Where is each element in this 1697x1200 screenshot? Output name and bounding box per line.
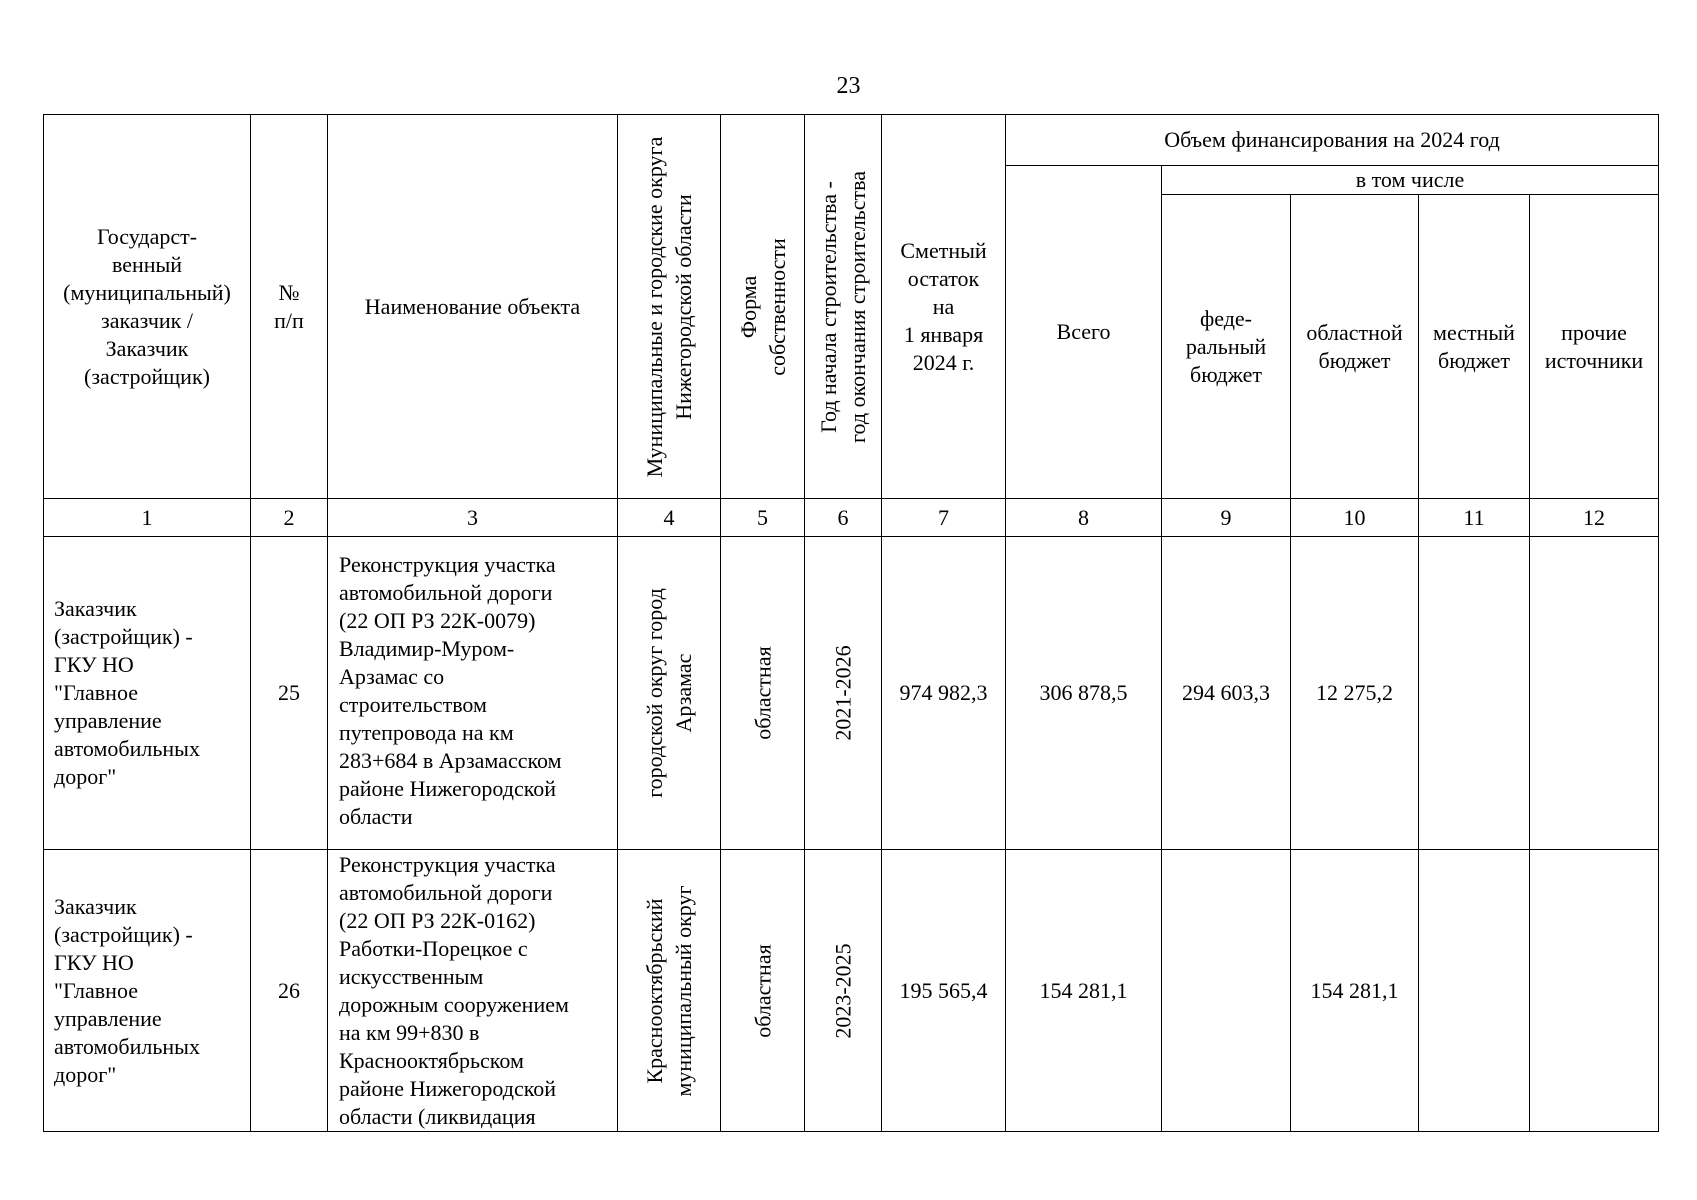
- column-number: 5: [721, 499, 805, 537]
- financing-table: [43, 114, 1659, 1132]
- object-line: путепровода на км: [339, 720, 514, 745]
- district-line: Краснооктябрьский: [642, 897, 667, 1084]
- object-line: районе Нижегородской: [339, 1076, 557, 1101]
- regional-cell: 154 281,1: [1291, 850, 1419, 1132]
- header-districts-line: Муниципальные и городские округа: [642, 136, 667, 477]
- object-line: на км 99+830 в: [339, 1020, 480, 1045]
- table-row: [44, 850, 1659, 1132]
- ownership-cell: [721, 850, 805, 1132]
- header-local: [1419, 195, 1530, 499]
- column-number: 12: [1530, 499, 1659, 537]
- column-number: 10: [1291, 499, 1419, 537]
- customer-line: (застройщик) -: [54, 624, 193, 649]
- ownership-text: областная: [750, 646, 775, 740]
- header-federal-line: ральный: [1185, 333, 1267, 359]
- object-line: 283+684 в Арзамасском: [339, 748, 562, 773]
- column-number: 9: [1162, 499, 1291, 537]
- customer-line: дорог": [54, 764, 117, 789]
- local-cell: [1419, 850, 1530, 1132]
- remainder-cell: 195 565,4: [882, 850, 1006, 1132]
- object-line: Арзамас со: [339, 664, 445, 689]
- row-number: 26: [251, 850, 328, 1132]
- years-text: 2021-2026: [830, 645, 856, 741]
- header-other-line: прочие: [1561, 319, 1627, 345]
- header-customer-line: (муниципальный): [63, 279, 231, 305]
- header-customer-line: (застройщик): [84, 363, 210, 389]
- customer-line: ГКУ НО: [54, 949, 134, 975]
- object-line: области: [339, 804, 413, 829]
- customer-line: управление: [54, 1005, 162, 1031]
- district-line: Арзамас: [671, 653, 696, 733]
- header-other: [1530, 195, 1659, 499]
- header-federal-line: феде-: [1199, 305, 1252, 331]
- header-num-line: №: [278, 279, 300, 305]
- header-num: [251, 115, 328, 499]
- header-remainder-line: остаток: [907, 265, 980, 291]
- header-total: Всего: [1006, 166, 1162, 499]
- customer-line: Заказчик: [54, 893, 137, 919]
- object-line: Реконструкция участка: [339, 552, 556, 577]
- header-other-line: источники: [1544, 347, 1644, 373]
- customer-line: Заказчик: [54, 596, 137, 621]
- ownership-cell: [721, 537, 805, 850]
- header-years-line: Год начала строительства -: [816, 180, 841, 433]
- customer-line: "Главное: [54, 680, 138, 705]
- customer-line: автомобильных: [54, 736, 200, 761]
- column-number: 1: [44, 499, 251, 537]
- row-number: 25: [251, 537, 328, 850]
- regional-cell: 12 275,2: [1291, 537, 1419, 850]
- header-remainder: [882, 115, 1006, 499]
- local-cell: [1419, 537, 1530, 850]
- header-remainder-line: 2024 г.: [912, 349, 975, 375]
- other-cell: [1530, 537, 1659, 850]
- object-line: (22 ОП РЗ 22К-0162): [339, 908, 536, 933]
- header-customer-line: венный: [111, 251, 183, 277]
- header-object-name: Наименование объекта: [328, 115, 618, 499]
- object-line: Краснооктябрьском: [339, 1048, 524, 1073]
- header-including: в том числе: [1162, 166, 1659, 195]
- header-customer-line: Заказчик: [105, 335, 189, 361]
- customer-line: управление: [54, 708, 162, 733]
- object-line: Владимир-Муром-: [339, 636, 515, 661]
- years-cell: [805, 850, 882, 1132]
- header-federal-line: бюджет: [1190, 361, 1262, 387]
- page-number: 23: [836, 73, 861, 99]
- object-line: строительством: [339, 692, 487, 717]
- object-line: области (ликвидация: [339, 1104, 536, 1129]
- customer-line: ГКУ НО: [54, 652, 134, 677]
- header-regional-line: бюджет: [1318, 347, 1391, 373]
- header-ownership-line: собственности: [764, 237, 790, 376]
- header-regional: [1291, 195, 1419, 499]
- header-remainder-line: Сметный: [900, 237, 987, 263]
- column-number: 2: [251, 499, 328, 537]
- header-regional-line: областной: [1306, 319, 1403, 345]
- header-districts: [618, 115, 721, 499]
- column-number: 6: [805, 499, 882, 537]
- column-number: 7: [882, 499, 1006, 537]
- federal-cell: 294 603,3: [1162, 537, 1291, 850]
- header-years-line: год окончания строительства: [845, 170, 870, 443]
- total-cell: 154 281,1: [1006, 850, 1162, 1132]
- years-cell: [805, 537, 882, 850]
- customer-line: автомобильных: [54, 1033, 200, 1059]
- header-customer-line: заказчик /: [101, 307, 193, 333]
- header-local-line: бюджет: [1438, 347, 1510, 373]
- header-local-line: местный: [1433, 319, 1515, 345]
- header-years: [805, 115, 882, 499]
- object-line: автомобильной дороги: [339, 580, 553, 605]
- column-number: 3: [328, 499, 618, 537]
- object-line: районе Нижегородской: [339, 776, 557, 801]
- federal-cell: [1162, 850, 1291, 1132]
- customer-line: (застройщик) -: [54, 921, 193, 947]
- object-line: искусственным: [339, 964, 484, 989]
- header-remainder-line: на: [932, 293, 955, 319]
- column-number: 11: [1419, 499, 1530, 537]
- customer-cell: [44, 537, 251, 850]
- header-ownership-line: Форма: [735, 275, 761, 338]
- object-line: автомобильной дороги: [339, 880, 553, 905]
- column-number: 8: [1006, 499, 1162, 537]
- header-financing: Объем финансирования на 2024 год: [1006, 115, 1659, 166]
- header-ownership: [721, 115, 805, 499]
- object-line: Работки-Порецкое с: [339, 936, 528, 961]
- object-line: дорожным сооружением: [339, 992, 569, 1017]
- header-districts-line: Нижегородской области: [671, 193, 696, 420]
- column-number-row: [44, 499, 1659, 537]
- customer-cell: [44, 850, 251, 1132]
- header-federal: [1162, 195, 1291, 499]
- header-customer: [44, 115, 251, 499]
- object-name-cell: [328, 850, 618, 1132]
- district-cell: [618, 850, 721, 1132]
- total-cell: 306 878,5: [1006, 537, 1162, 850]
- remainder-cell: 974 982,3: [882, 537, 1006, 850]
- customer-line: "Главное: [54, 977, 138, 1003]
- district-line: городской округ город: [642, 588, 667, 798]
- years-text: 2023-2025: [830, 942, 856, 1039]
- other-cell: [1530, 850, 1659, 1132]
- customer-line: дорог": [54, 1061, 117, 1087]
- header-remainder-line: 1 января: [903, 321, 984, 347]
- header-num-line: п/п: [274, 307, 304, 333]
- district-cell: [618, 537, 721, 850]
- column-number: 4: [618, 499, 721, 537]
- header-customer-line: Государст-: [96, 223, 198, 249]
- district-line: муниципальный округ: [671, 884, 696, 1097]
- table-row: [44, 537, 1659, 850]
- object-line: (22 ОП РЗ 22К-0079): [339, 608, 536, 633]
- object-name-cell: [328, 537, 618, 850]
- ownership-text: областная: [750, 943, 775, 1038]
- object-line: Реконструкция участка: [339, 852, 556, 877]
